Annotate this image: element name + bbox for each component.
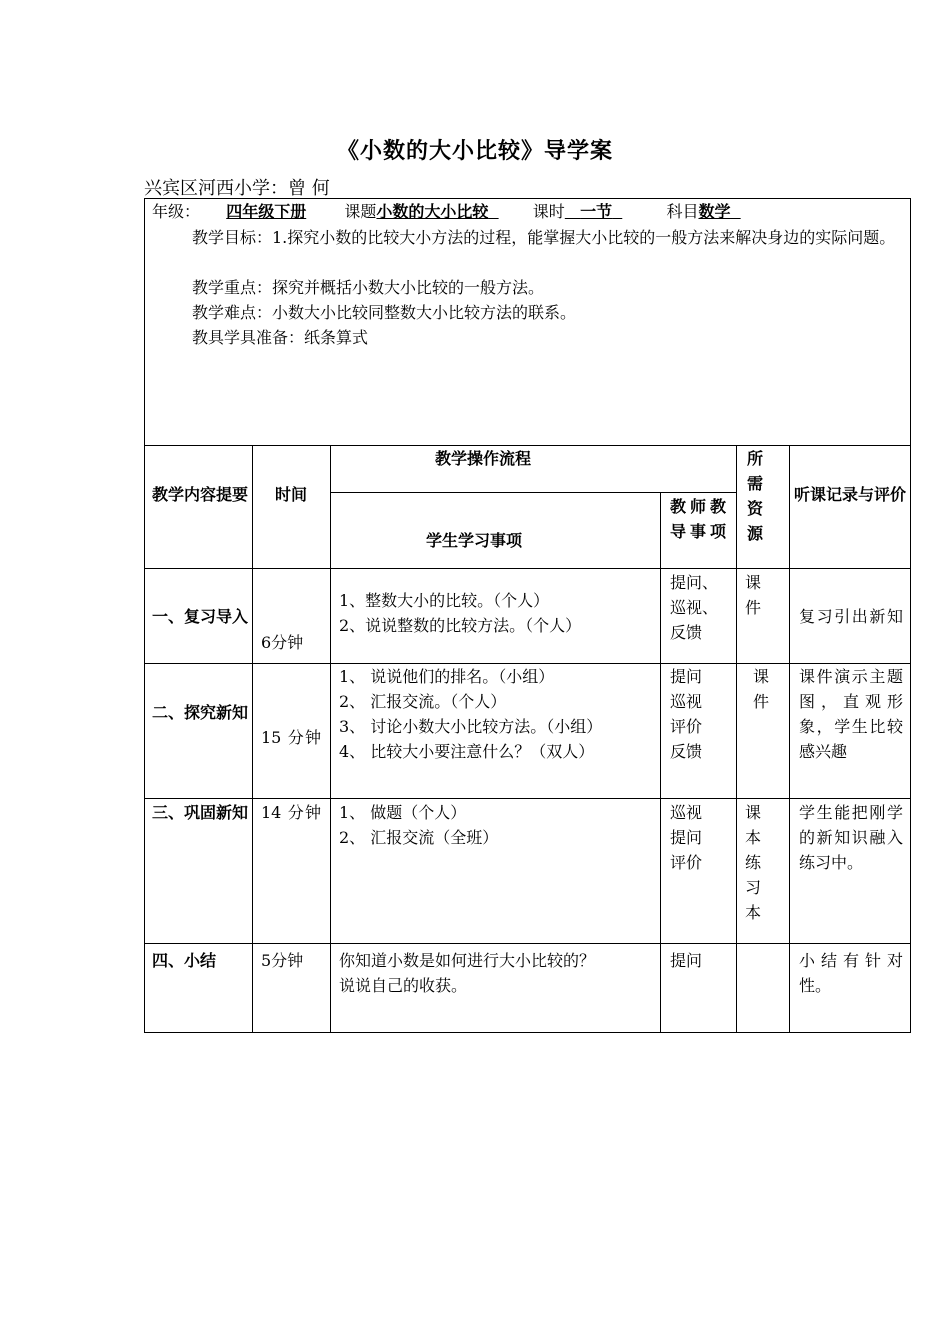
list-item: 1、 说说他们的排名。（小组） <box>339 667 555 686</box>
row2-evaluation: 课件演示主题图，直观形象，学生比较感兴趣 <box>799 667 903 761</box>
row2-teacher <box>670 664 734 764</box>
topic-value: 小数的大小比较 <box>376 202 489 221</box>
list-item: 习 <box>745 878 762 897</box>
list-item: 提问 <box>670 828 703 847</box>
row3-time: 14 分钟 <box>261 803 321 822</box>
row2-student <box>339 664 657 764</box>
subject-label: 科目 <box>666 202 699 221</box>
list-item: 巡视 <box>670 692 703 711</box>
row1-content: 一、复习导入 <box>151 607 248 626</box>
list-item: 练 <box>745 853 762 872</box>
row1-time: 6分钟 <box>261 633 304 652</box>
divider-row2 <box>144 798 911 799</box>
list-item: 本 <box>745 828 762 847</box>
row2-time: 15 分钟 <box>261 728 321 747</box>
row4-teacher <box>670 948 734 973</box>
row4-time: 5分钟 <box>261 951 304 970</box>
col-divider-resource <box>736 445 737 1033</box>
list-item: 评价 <box>670 717 703 736</box>
row1-teacher <box>670 570 734 645</box>
row3-content: 三、巩固新知 <box>152 803 249 822</box>
list-item: 1、整数大小的比较。（个人） <box>339 591 550 610</box>
list-item: 提问 <box>670 951 703 970</box>
list-item: 课 件 <box>752 667 769 711</box>
divider-header <box>144 568 911 569</box>
teaching-materials: 教具学具准备：纸条算式 <box>192 328 369 347</box>
header-time: 时间 <box>274 485 307 504</box>
header-content: 教学内容提要 <box>152 485 249 504</box>
info-header-line <box>152 200 741 224</box>
list-item: 评价 <box>670 853 703 872</box>
teaching-goal: 教学目标：1.探究小数的比较大小方法的过程，能掌握大小比较的一般方法来解决身边的实际问题。 <box>192 228 896 247</box>
row4-evaluation: 小结有针对性。 <box>799 951 903 995</box>
list-item: 3、 讨论小数大小比较方法。（小组） <box>339 717 603 736</box>
list-item: 反馈 <box>670 742 703 761</box>
subject-value: 数学 <box>698 202 731 221</box>
list-item: 巡视、 <box>670 598 719 617</box>
teaching-difficulty: 教学难点：小数大小比较同整数大小比较方法的联系。 <box>192 303 577 322</box>
row1-student <box>339 588 657 638</box>
list-item: 巡视 <box>670 803 703 822</box>
list-item: 提问、 <box>670 573 719 592</box>
row3-evaluation: 学生能把刚学的新知识融入练习中。 <box>799 803 903 872</box>
row1-resource <box>745 570 785 620</box>
list-item: 2、 汇报交流。（个人） <box>339 692 507 711</box>
divider-process-sub <box>330 492 737 493</box>
list-item: 件 <box>745 598 762 617</box>
row2-resource <box>745 664 789 714</box>
col-divider-teacher <box>660 492 661 1033</box>
header-process: 教学操作流程 <box>434 449 531 468</box>
period-value: 一节 <box>580 202 613 221</box>
list-item: 2、 汇报交流（全班） <box>339 828 499 847</box>
row1-evaluation: 复习引出新知 <box>799 607 903 626</box>
row3-resource <box>745 800 785 925</box>
list-item: 1、 做题（个人） <box>339 803 467 822</box>
list-item: 2、说说整数的比较方法。（个人） <box>339 616 582 635</box>
lesson-plan-table <box>144 198 911 1033</box>
header-teacher: 教师教导事项 <box>670 497 726 541</box>
header-resources: 所需资源 <box>746 449 763 543</box>
list-item: 提问 <box>670 667 703 686</box>
list-item: 说说自己的收获。 <box>339 976 468 995</box>
col-divider-time <box>252 445 253 1033</box>
list-item: 课 <box>745 803 762 822</box>
row2-content: 二、探究新知 <box>152 703 249 722</box>
row4-content: 四、小结 <box>152 951 217 970</box>
author-line: 兴宾区河西小学：曾 何 <box>144 178 330 199</box>
document-title: 《小数的大小比较》导学案 <box>336 138 613 164</box>
divider-row3 <box>144 943 911 944</box>
grade-label: 年级： <box>152 202 201 221</box>
header-evaluation: 听课记录与评价 <box>794 485 907 504</box>
list-item: 本 <box>745 903 762 922</box>
teaching-key-point: 教学重点：探究并概括小数大小比较的一般方法。 <box>192 278 545 297</box>
col-divider-evaluation <box>789 445 790 1033</box>
topic-label: 课题 <box>344 202 377 221</box>
row3-student <box>339 800 657 850</box>
list-item: 课 <box>745 573 762 592</box>
row3-teacher <box>670 800 734 875</box>
header-student: 学生学习事项 <box>425 531 522 550</box>
row4-student <box>339 948 657 998</box>
grade-value: 四年级下册 <box>226 202 307 221</box>
list-item: 4、 比较大小要注意什么？（双人） <box>339 742 595 761</box>
period-label: 课时 <box>532 202 565 221</box>
list-item: 你知道小数是如何进行大小比较的？ <box>339 951 596 970</box>
list-item: 反馈 <box>670 623 703 642</box>
